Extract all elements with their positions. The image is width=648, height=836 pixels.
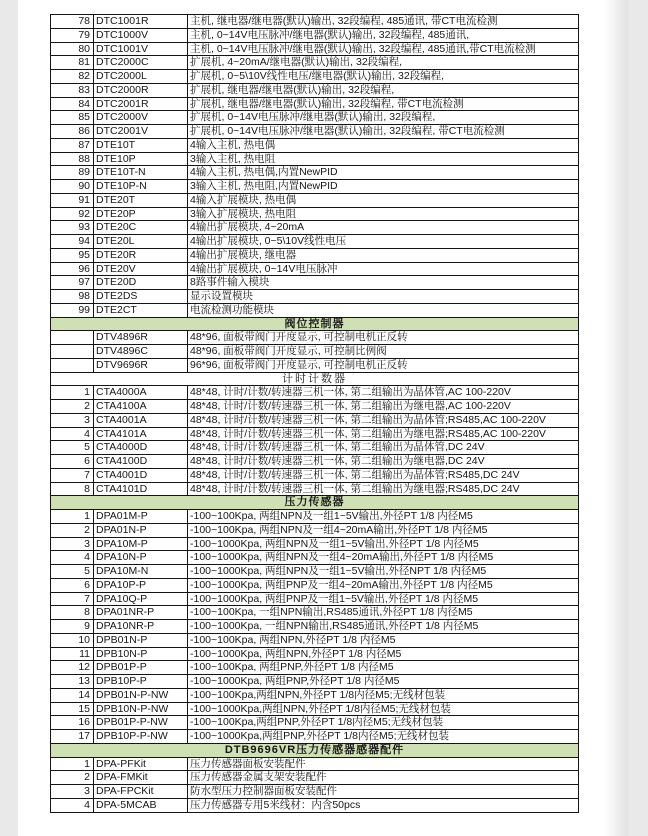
description-cell: -100~100Kpa, 一组NPN输出,RS485通讯,外径PT 1/8 内径M5 bbox=[188, 606, 579, 620]
row-number-cell: 84 bbox=[51, 97, 94, 111]
product-price-table bbox=[50, 14, 579, 813]
row-number-cell: 7 bbox=[51, 592, 94, 606]
description-cell: -100~1000Kpa, 两组PNP,外径PT 1/8 内径M5 bbox=[188, 675, 579, 689]
row-number-cell: 87 bbox=[51, 138, 94, 152]
description-cell: 扩展机, 0~14V电压脉冲/继电器(默认)输出, 32段编程, 带CT电流检测 bbox=[188, 125, 579, 139]
description-cell: 4输出扩展模块, 0~14V电压脉冲 bbox=[188, 262, 579, 276]
section-header-row bbox=[51, 496, 579, 510]
description-cell: -100~1000Kpa,两组PNP,外径PT 1/8内径M5;无线材包装 bbox=[188, 730, 579, 744]
description-cell: 主机, 0~14V电压脉冲/继电器(默认)输出, 32段编程, 485通讯,带CT电流检测 bbox=[188, 42, 579, 56]
table-row bbox=[51, 523, 579, 537]
row-number-cell: 8 bbox=[51, 482, 94, 496]
row-number-cell: 9 bbox=[51, 620, 94, 634]
model-cell: CTA4101D bbox=[94, 482, 188, 496]
row-number-cell: 80 bbox=[51, 42, 94, 56]
model-cell: DTE20T bbox=[94, 193, 188, 207]
row-number-cell: 16 bbox=[51, 716, 94, 730]
row-number-cell: 4 bbox=[51, 798, 94, 812]
table-row bbox=[51, 537, 579, 551]
description-cell: 4输出扩展模块, 继电器 bbox=[188, 248, 579, 262]
table-row bbox=[51, 42, 579, 56]
row-number-cell: 12 bbox=[51, 661, 94, 675]
model-cell: DTC1001R bbox=[94, 15, 188, 29]
model-cell: DTE20C bbox=[94, 221, 188, 235]
model-cell: DTV9696R bbox=[94, 358, 188, 372]
model-cell: DPA01M-P bbox=[94, 510, 188, 524]
description-cell: 电流检测功能模块 bbox=[188, 303, 579, 317]
description-cell: 压力传感器专用5米线材：内含50pcs bbox=[188, 798, 579, 812]
model-cell: DPA10NR-P bbox=[94, 620, 188, 634]
scanned-page-paper bbox=[18, 0, 628, 836]
row-number-cell: 3 bbox=[51, 413, 94, 427]
row-number-cell: 2 bbox=[51, 523, 94, 537]
model-cell: DTE10P-N bbox=[94, 180, 188, 194]
table-row bbox=[51, 441, 579, 455]
model-cell: DPA10M-N bbox=[94, 565, 188, 579]
table-row bbox=[51, 565, 579, 579]
model-cell: DPA10N-P bbox=[94, 551, 188, 565]
model-cell: DTC1000V bbox=[94, 28, 188, 42]
description-cell: -100~1000Kpa, 两组NPN及一组4~20mA输出,外径PT 1/8 内径M5 bbox=[188, 551, 579, 565]
table-row bbox=[51, 427, 579, 441]
section-header-row bbox=[51, 317, 579, 331]
table-row bbox=[51, 166, 579, 180]
row-number-cell: 14 bbox=[51, 688, 94, 702]
description-cell: 4输入扩展模块, 热电偶 bbox=[188, 193, 579, 207]
description-cell: 48*96, 面板带阀门开度显示, 可控制比例阀 bbox=[188, 345, 579, 359]
model-cell: DTE20D bbox=[94, 276, 188, 290]
table-row bbox=[51, 180, 579, 194]
row-number-cell: 11 bbox=[51, 647, 94, 661]
description-cell: -100~100Kpa,两组NPN,外径PT 1/8内径M5;无线材包装 bbox=[188, 688, 579, 702]
model-cell: DTC2001V bbox=[94, 125, 188, 139]
row-number-cell: 6 bbox=[51, 455, 94, 469]
description-cell: -100~1000Kpa, 两组PNP及一组4~20mA输出,外径PT 1/8 内径M5 bbox=[188, 578, 579, 592]
model-cell: DTV4896R bbox=[94, 331, 188, 345]
row-number-cell: 2 bbox=[51, 771, 94, 785]
row-number-cell: 2 bbox=[51, 400, 94, 414]
row-number-cell: 13 bbox=[51, 675, 94, 689]
description-cell: 48*48, 计时/计数/转速器三机一体, 第二组输出为晶体管;RS485,AC 100-220V bbox=[188, 413, 579, 427]
description-cell: 48*48, 计时/计数/转速器三机一体, 第二组输出为晶体管;RS485,DC 24V bbox=[188, 468, 579, 482]
row-number-cell: 3 bbox=[51, 537, 94, 551]
table-row bbox=[51, 661, 579, 675]
description-cell: 压力传感器面板安装配件 bbox=[188, 757, 579, 771]
model-cell: CTA4101A bbox=[94, 427, 188, 441]
model-cell: DTE2CT bbox=[94, 303, 188, 317]
table-row bbox=[51, 482, 579, 496]
model-cell: CTA4001D bbox=[94, 468, 188, 482]
model-cell: DPB01N-P bbox=[94, 633, 188, 647]
row-number-cell: 79 bbox=[51, 28, 94, 42]
description-cell: 主机, 继电器/继电器(默认)输出, 32段编程, 485通讯, 带CT电流检测 bbox=[188, 15, 579, 29]
description-cell: -100~1000Kpa, 两组NPN,外径PT 1/8 内径M5 bbox=[188, 647, 579, 661]
table-row bbox=[51, 303, 579, 317]
model-cell: CTA4100A bbox=[94, 400, 188, 414]
description-cell: 4输入主机, 热电偶,内置NewPID bbox=[188, 166, 579, 180]
table-row bbox=[51, 468, 579, 482]
row-number-cell: 90 bbox=[51, 180, 94, 194]
table-row bbox=[51, 633, 579, 647]
table-row bbox=[51, 647, 579, 661]
row-number-cell: 91 bbox=[51, 193, 94, 207]
description-cell: 3输入主机, 热电阻 bbox=[188, 152, 579, 166]
table-row bbox=[51, 386, 579, 400]
description-cell: 扩展机, 继电器/继电器(默认)输出, 32段编程, bbox=[188, 83, 579, 97]
model-cell: DTV4896C bbox=[94, 345, 188, 359]
description-cell: -100~1000Kpa, 两组PNP及一组1~5V输出,外径PT 1/8 内径M5 bbox=[188, 592, 579, 606]
model-cell: DPB10P-P-NW bbox=[94, 730, 188, 744]
description-cell: 压力传感器金属支架安装配件 bbox=[188, 771, 579, 785]
row-number-cell: 78 bbox=[51, 15, 94, 29]
description-cell: 48*48, 计时/计数/转速器三机一体, 第二组输出为继电器,DC 24V bbox=[188, 455, 579, 469]
table-row bbox=[51, 510, 579, 524]
model-cell: DTE10T-N bbox=[94, 166, 188, 180]
table-row bbox=[51, 262, 579, 276]
row-number-cell: 95 bbox=[51, 248, 94, 262]
model-cell: DTC2000C bbox=[94, 56, 188, 70]
section-header-label: 压力传感器 bbox=[51, 496, 579, 510]
row-number-cell: 81 bbox=[51, 56, 94, 70]
row-number-cell bbox=[51, 331, 94, 345]
row-number-cell: 82 bbox=[51, 70, 94, 84]
row-number-cell: 1 bbox=[51, 386, 94, 400]
table-row bbox=[51, 757, 579, 771]
model-cell: DPB10P-P bbox=[94, 675, 188, 689]
model-cell: DPB01P-P bbox=[94, 661, 188, 675]
table-row bbox=[51, 235, 579, 249]
table-row bbox=[51, 551, 579, 565]
row-number-cell: 83 bbox=[51, 83, 94, 97]
model-cell: DPA10P-P bbox=[94, 578, 188, 592]
model-cell: CTA4001A bbox=[94, 413, 188, 427]
section-header-label: DTB9696VR压力传感器感器配件 bbox=[51, 743, 579, 757]
table-row bbox=[51, 28, 579, 42]
table-row bbox=[51, 138, 579, 152]
model-cell: DTC1001V bbox=[94, 42, 188, 56]
table-row bbox=[51, 606, 579, 620]
row-number-cell: 85 bbox=[51, 111, 94, 125]
row-number-cell: 97 bbox=[51, 276, 94, 290]
model-cell: DTE20P bbox=[94, 207, 188, 221]
description-cell: 8路事件输入模块 bbox=[188, 276, 579, 290]
table-row bbox=[51, 675, 579, 689]
table-row bbox=[51, 798, 579, 812]
table-row bbox=[51, 771, 579, 785]
model-cell: DTC2000V bbox=[94, 111, 188, 125]
model-cell: DPB01P-P-NW bbox=[94, 716, 188, 730]
model-cell: CTA4000D bbox=[94, 441, 188, 455]
table-body bbox=[51, 15, 579, 813]
table-row bbox=[51, 358, 579, 372]
table-row bbox=[51, 331, 579, 345]
model-cell: DPA10M-P bbox=[94, 537, 188, 551]
table-row bbox=[51, 83, 579, 97]
row-number-cell: 5 bbox=[51, 565, 94, 579]
row-number-cell: 7 bbox=[51, 468, 94, 482]
description-cell: -100~100Kpa,两组PNP,外径PT 1/8内径M5;无线材包装 bbox=[188, 716, 579, 730]
row-number-cell: 86 bbox=[51, 125, 94, 139]
table-row bbox=[51, 290, 579, 304]
row-number-cell: 1 bbox=[51, 510, 94, 524]
description-cell: -100~100Kpa, 两组PNP,外径PT 1/8 内径M5 bbox=[188, 661, 579, 675]
description-cell: 3输入主机, 热电阻,内置NewPID bbox=[188, 180, 579, 194]
row-number-cell: 88 bbox=[51, 152, 94, 166]
table-row bbox=[51, 400, 579, 414]
table-row bbox=[51, 688, 579, 702]
table-row bbox=[51, 455, 579, 469]
row-number-cell: 6 bbox=[51, 578, 94, 592]
table-row bbox=[51, 97, 579, 111]
description-cell: 4输入主机, 热电偶 bbox=[188, 138, 579, 152]
section-header-row bbox=[51, 372, 579, 386]
model-cell: DTC2001R bbox=[94, 97, 188, 111]
description-cell: 48*48, 计时/计数/转速器三机一体, 第二组输出为晶体管,AC 100-220V bbox=[188, 386, 579, 400]
model-cell: DPA-FMKit bbox=[94, 771, 188, 785]
table-row bbox=[51, 578, 579, 592]
table-row bbox=[51, 152, 579, 166]
section-header-label: 阀位控制器 bbox=[51, 317, 579, 331]
row-number-cell: 96 bbox=[51, 262, 94, 276]
model-cell: DPA10Q-P bbox=[94, 592, 188, 606]
model-cell: DTE20V bbox=[94, 262, 188, 276]
model-cell: DTE10P bbox=[94, 152, 188, 166]
table-row bbox=[51, 15, 579, 29]
table-row bbox=[51, 207, 579, 221]
description-cell: 48*48, 计时/计数/转速器三机一体, 第二组输出为继电器;RS485,AC 100-220V bbox=[188, 427, 579, 441]
row-number-cell: 93 bbox=[51, 221, 94, 235]
table-row bbox=[51, 785, 579, 799]
model-cell: CTA4100D bbox=[94, 455, 188, 469]
row-number-cell: 98 bbox=[51, 290, 94, 304]
description-cell: -100~100Kpa, 两组NPN,外径PT 1/8 内径M5 bbox=[188, 633, 579, 647]
table-row bbox=[51, 111, 579, 125]
table-row bbox=[51, 620, 579, 634]
description-cell: 扩展机, 4~20mA/继电器(默认)输出, 32段编程, bbox=[188, 56, 579, 70]
description-cell: -100~1000Kpa, 一组NPN输出,RS485通讯,外径PT 1/8 内径M5 bbox=[188, 620, 579, 634]
table-row bbox=[51, 730, 579, 744]
row-number-cell: 3 bbox=[51, 785, 94, 799]
description-cell: 防水型压力控制器面板安装配件 bbox=[188, 785, 579, 799]
description-cell: -100~100Kpa, 两组NPN及一组4~20mA输出,外径PT 1/8 内径M5 bbox=[188, 523, 579, 537]
section-header-label: 计时计数器 bbox=[51, 372, 579, 386]
description-cell: -100~1000Kpa, 两组NPN及一组1~5V输出,外径NPT 1/8 内径M5 bbox=[188, 565, 579, 579]
table-row bbox=[51, 56, 579, 70]
row-number-cell: 1 bbox=[51, 757, 94, 771]
row-number-cell: 15 bbox=[51, 702, 94, 716]
description-cell: 扩展机, 0~14V电压脉冲/继电器(默认)输出, 32段编程, bbox=[188, 111, 579, 125]
row-number-cell bbox=[51, 358, 94, 372]
table-row bbox=[51, 702, 579, 716]
description-cell: 扩展机, 0~5\10V线性电压/继电器(默认)输出, 32段编程, bbox=[188, 70, 579, 84]
description-cell: 4输出扩展模块, 0~5\10V线性电压 bbox=[188, 235, 579, 249]
description-cell: -100~1000Kpa,两组NPN,外径PT 1/8内径M5;无线材包装 bbox=[188, 702, 579, 716]
table-row bbox=[51, 276, 579, 290]
model-cell: DPA-FPCKit bbox=[94, 785, 188, 799]
table-row bbox=[51, 248, 579, 262]
description-cell: -100~1000Kpa, 两组NPN及一组1~5V输出,外径PT 1/8 内径M5 bbox=[188, 537, 579, 551]
row-number-cell: 99 bbox=[51, 303, 94, 317]
model-cell: DTC2000L bbox=[94, 70, 188, 84]
table-row bbox=[51, 413, 579, 427]
table-row bbox=[51, 592, 579, 606]
description-cell: 48*48, 计时/计数/转速器三机一体, 第二组输出为继电器,AC 100-220V bbox=[188, 400, 579, 414]
row-number-cell bbox=[51, 345, 94, 359]
description-cell: 3输入扩展模块, 热电阻 bbox=[188, 207, 579, 221]
description-cell: 显示设置模块 bbox=[188, 290, 579, 304]
row-number-cell: 4 bbox=[51, 427, 94, 441]
description-cell: -100~100Kpa, 两组NPN及一组1~5V输出,外径PT 1/8 内径M5 bbox=[188, 510, 579, 524]
description-cell: 48*48, 计时/计数/转速器三机一体, 第二组输出为晶体管,DC 24V bbox=[188, 441, 579, 455]
model-cell: DPA01N-P bbox=[94, 523, 188, 537]
model-cell: DTC2000R bbox=[94, 83, 188, 97]
model-cell: DTE2DS bbox=[94, 290, 188, 304]
row-number-cell: 8 bbox=[51, 606, 94, 620]
model-cell: DPA-PFKit bbox=[94, 757, 188, 771]
section-header-row bbox=[51, 743, 579, 757]
model-cell: DTE20R bbox=[94, 248, 188, 262]
description-cell: 48*48, 计时/计数/转速器三机一体, 第二组输出为继电器;RS485,DC 24V bbox=[188, 482, 579, 496]
model-cell: CTA4000A bbox=[94, 386, 188, 400]
model-cell: DPB10N-P bbox=[94, 647, 188, 661]
description-cell: 扩展机, 继电器/继电器(默认)输出, 32段编程, 带CT电流检测 bbox=[188, 97, 579, 111]
description-cell: 4输出扩展模块, 4~20mA bbox=[188, 221, 579, 235]
row-number-cell: 4 bbox=[51, 551, 94, 565]
table-row bbox=[51, 221, 579, 235]
description-cell: 主机, 0~14V电压脉冲/继电器(默认)输出, 32段编程, 485通讯, bbox=[188, 28, 579, 42]
description-cell: 48*96, 面板带阀门开度显示, 可控制电机正反转 bbox=[188, 331, 579, 345]
model-cell: DTE20L bbox=[94, 235, 188, 249]
model-cell: DPB10N-P-NW bbox=[94, 702, 188, 716]
table-row bbox=[51, 716, 579, 730]
row-number-cell: 5 bbox=[51, 441, 94, 455]
description-cell: 96*96, 面板带阀门开度显示, 可控制电机正反转 bbox=[188, 358, 579, 372]
row-number-cell: 10 bbox=[51, 633, 94, 647]
table-row bbox=[51, 125, 579, 139]
row-number-cell: 94 bbox=[51, 235, 94, 249]
row-number-cell: 89 bbox=[51, 166, 94, 180]
table-row bbox=[51, 70, 579, 84]
table-row bbox=[51, 193, 579, 207]
model-cell: DTE10T bbox=[94, 138, 188, 152]
model-cell: DPB01N-P-NW bbox=[94, 688, 188, 702]
row-number-cell: 17 bbox=[51, 730, 94, 744]
model-cell: DPA-5MCAB bbox=[94, 798, 188, 812]
row-number-cell: 92 bbox=[51, 207, 94, 221]
table-row bbox=[51, 345, 579, 359]
model-cell: DPA01NR-P bbox=[94, 606, 188, 620]
